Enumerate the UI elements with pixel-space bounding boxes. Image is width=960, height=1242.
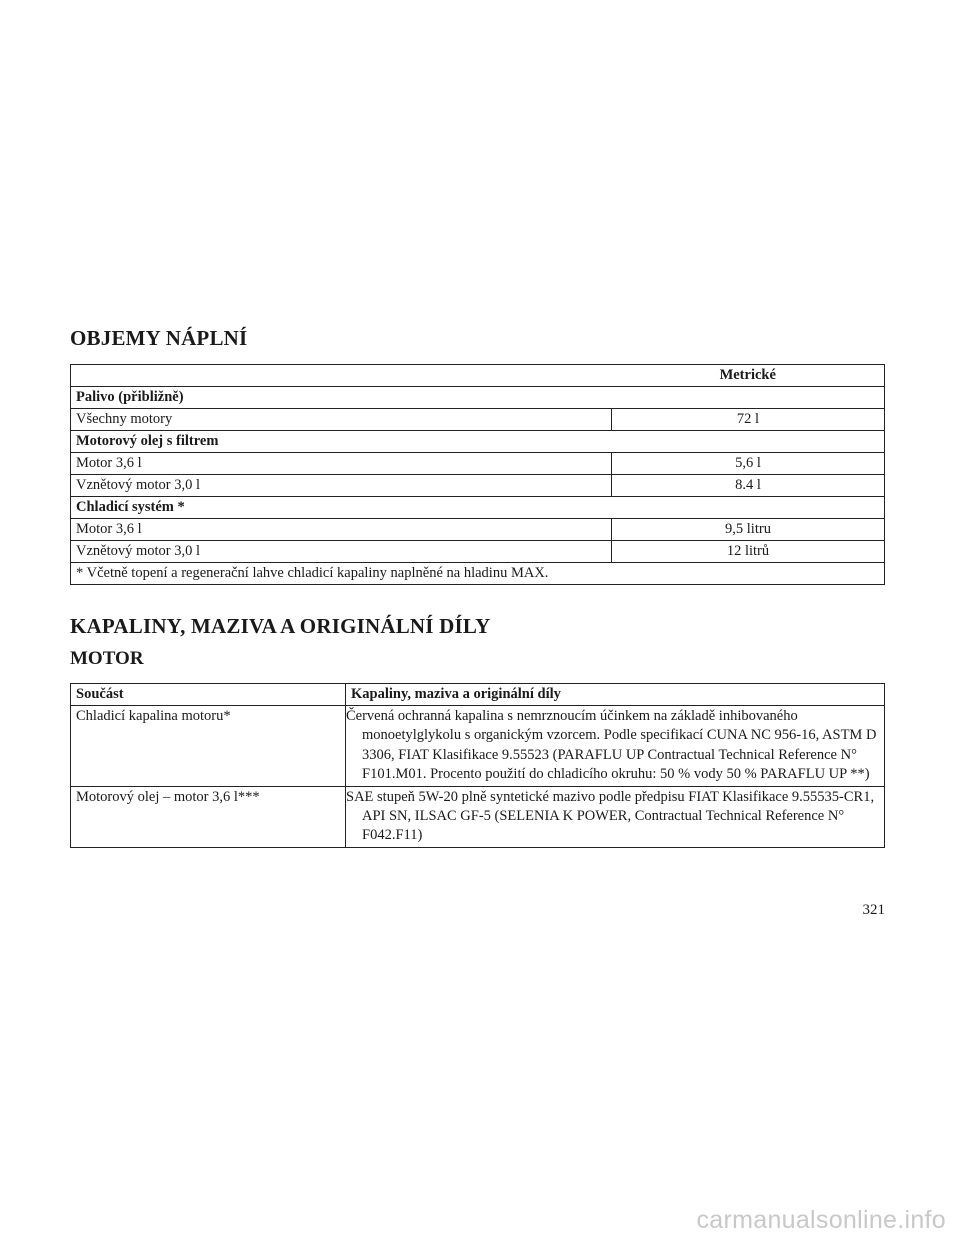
section-title-fluids: KAPALINY, MAZIVA A ORIGINÁLNÍ DÍLY [70, 614, 491, 638]
table-row [71, 497, 885, 519]
footnote: * Včetně topení a regenerační lahve chladicí kapaliny naplněné na hladinu MAX. [71, 563, 885, 585]
watermark-text: carmanualsonline.info [696, 1206, 946, 1234]
row-value: 8.4 l [612, 475, 885, 497]
part-cell: Chladicí kapalina motoru* [71, 706, 346, 787]
row-value: 9,5 litru [612, 519, 885, 541]
page-number: 321 [862, 902, 885, 918]
table-row [71, 431, 885, 453]
row-value: 12 litrů [612, 541, 885, 563]
fluids-table [70, 683, 885, 848]
table-row [71, 541, 885, 563]
table-row [71, 387, 885, 409]
group-heading: Motorový olej s filtrem [71, 431, 885, 453]
row-label: Motor 3,6 l [71, 453, 612, 475]
column-header-fluid: Kapaliny, maziva a originální díly [346, 684, 885, 706]
group-heading: Palivo (přibližně) [71, 387, 885, 409]
part-cell: Motorový olej – motor 3,6 l*** [71, 786, 346, 847]
table-row [71, 365, 885, 387]
metric-header: Metrické [612, 365, 885, 387]
table-row [71, 409, 885, 431]
table-row [71, 563, 885, 585]
row-value: 5,6 l [612, 453, 885, 475]
column-header-part: Součást [71, 684, 346, 706]
row-label: Motor 3,6 l [71, 519, 612, 541]
row-label: Vznětový motor 3,0 l [71, 475, 612, 497]
table-header-row [71, 684, 885, 706]
subsection-title-engine: MOTOR [70, 648, 144, 669]
row-label: Všechny motory [71, 409, 612, 431]
capacities-table [70, 364, 885, 585]
section-title-capacities: OBJEMY NÁPLNÍ [70, 326, 248, 350]
table-row [71, 786, 885, 847]
fluid-cell: SAE stupeň 5W-20 plně syntetické mazivo podle předpisu FIAT Klasifikace 9.55535-CR1, API SN, ILSAC GF-5 (SELENIA K POWER, Contractual Technical Reference N° F042.F11) [346, 786, 885, 847]
table-row [71, 519, 885, 541]
table-row [71, 453, 885, 475]
group-heading: Chladicí systém * [71, 497, 885, 519]
fluid-cell: Červená ochranná kapalina s nemrznoucím účinkem na základě inhibovaného monoetylglykolu s organickým vzorcem. Podle specifikací CUNA NC 956-16, ASTM D 3306, FIAT Klasifikace 9.55523 (PARAFLU UP Contractual Technical Reference N° F101.M01. Procento použití do chladicího okruhu: 50 % vody 50 % PARAFLU UP **) [346, 706, 885, 787]
row-label: Vznětový motor 3,0 l [71, 541, 612, 563]
row-value: 72 l [612, 409, 885, 431]
table-row [71, 706, 885, 787]
table-row [71, 475, 885, 497]
